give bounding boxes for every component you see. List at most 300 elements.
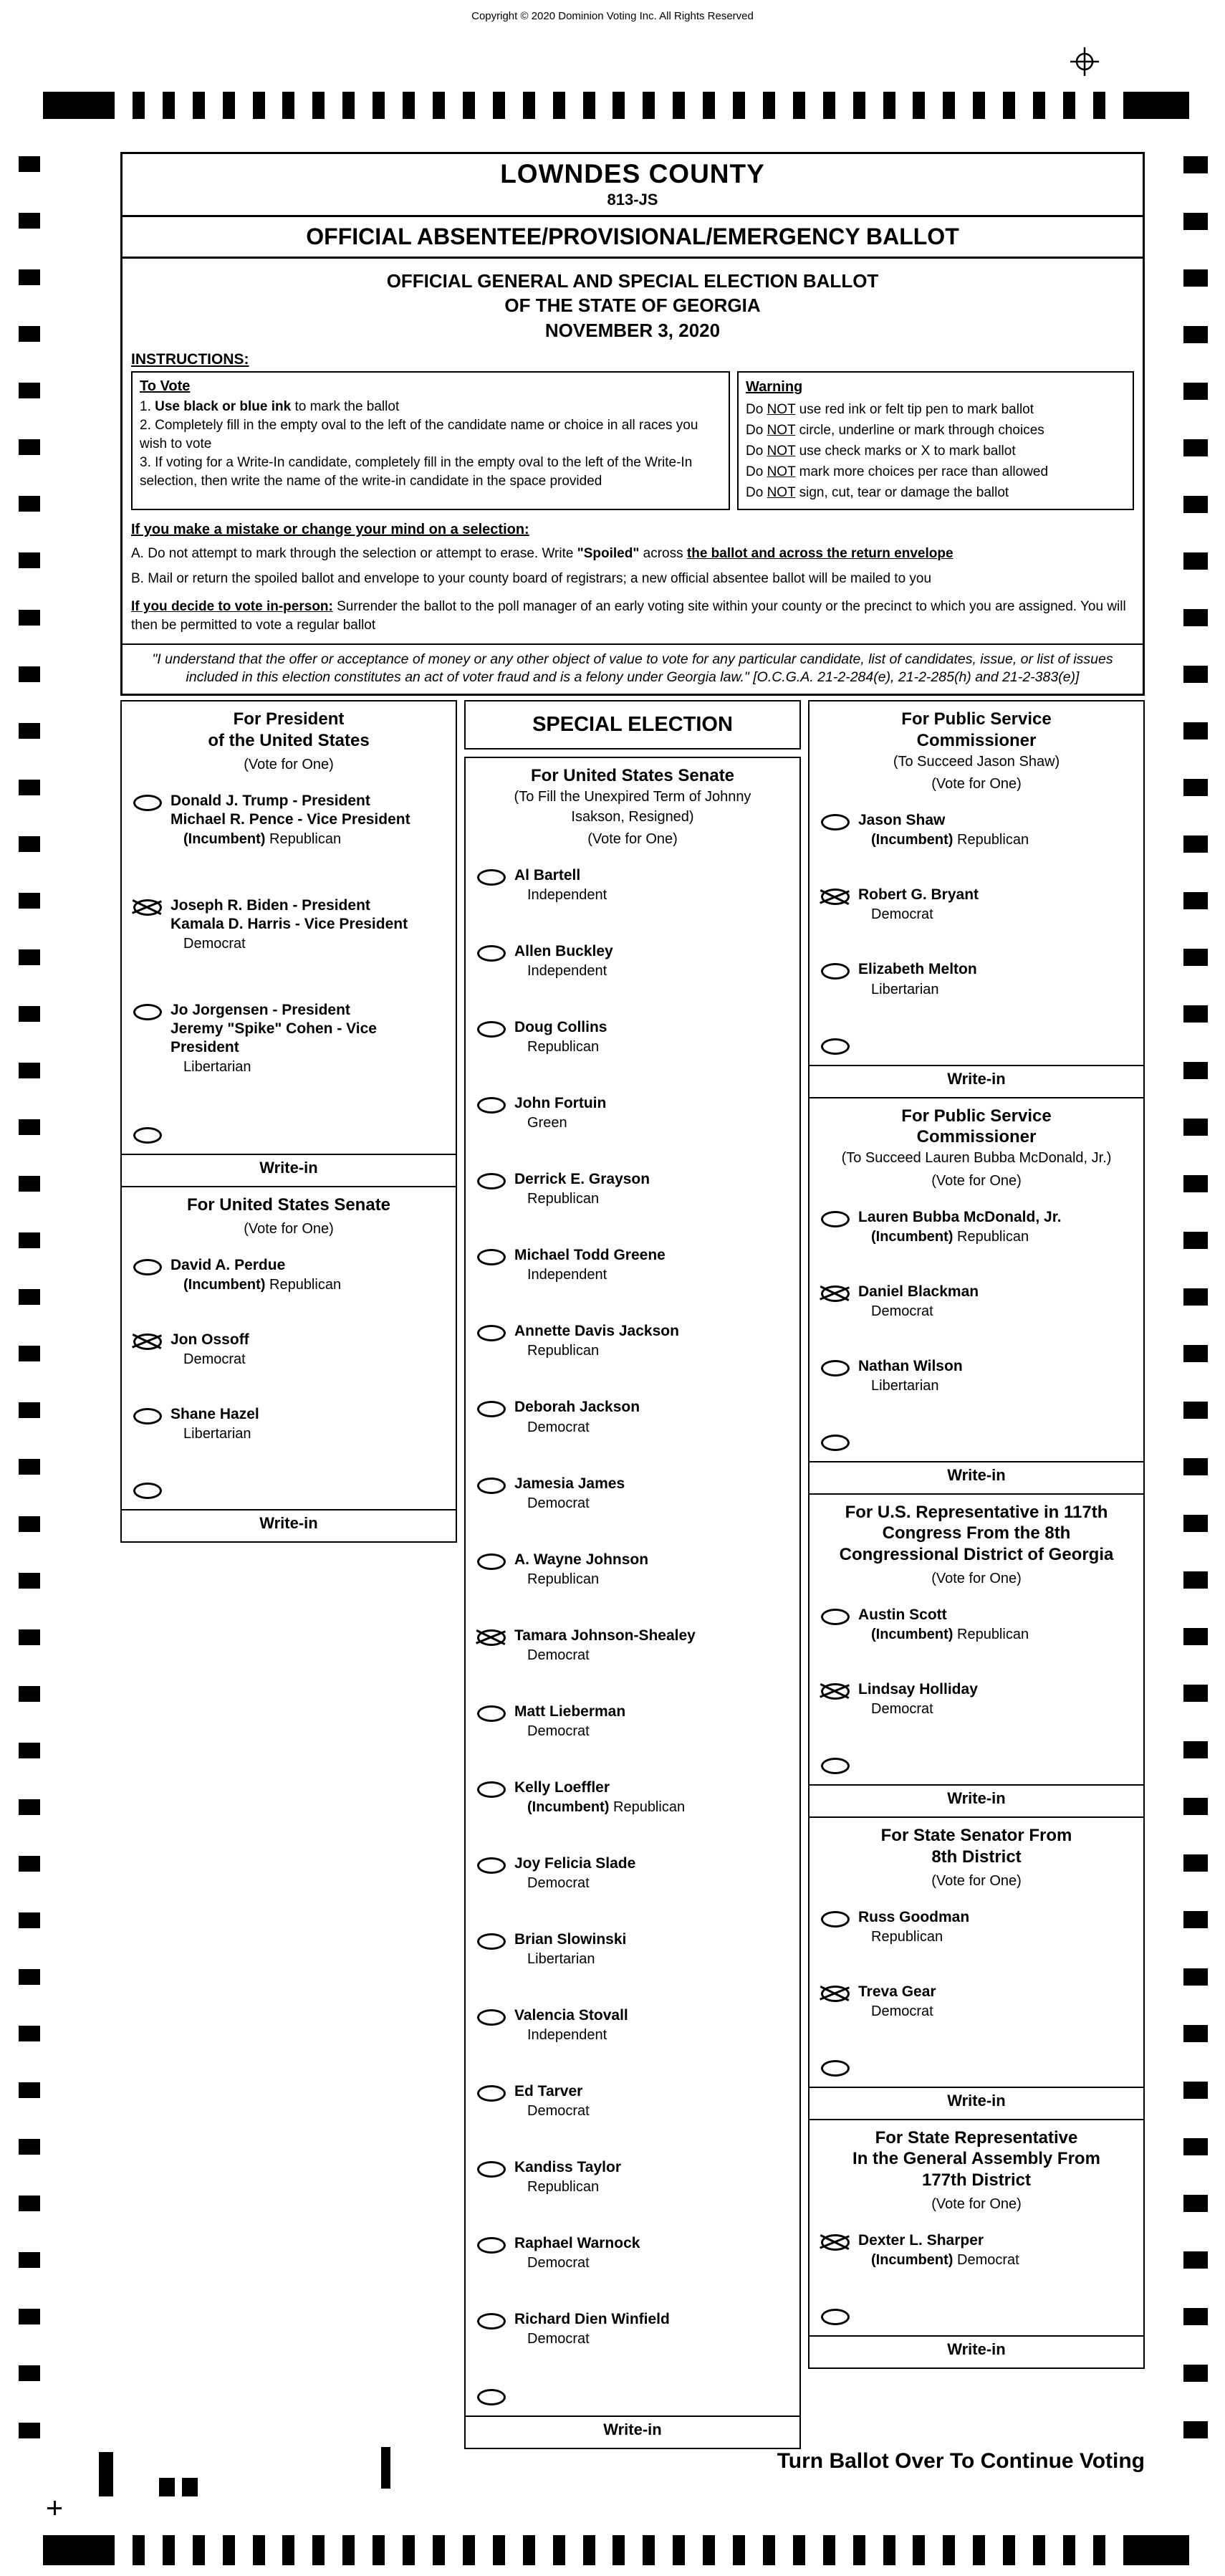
race-subtitle: (To Succeed Lauren Bubba McDonald, Jr.) <box>841 1150 1112 1167</box>
ballot-oval-empty[interactable] <box>133 1004 162 1020</box>
timing-mark <box>1183 2421 1208 2438</box>
instructions-label: INSTRUCTIONS: <box>131 350 249 368</box>
timing-mark <box>1183 1119 1208 1136</box>
timing-mark <box>1063 92 1075 119</box>
incumbent-label: (Incumbent) <box>527 1799 613 1815</box>
timing-mark <box>1183 213 1208 230</box>
race-title: For State Representative <box>875 2127 1078 2148</box>
candidate-info <box>514 942 613 980</box>
ballot-id-mark <box>182 2478 198 2496</box>
candidate-info <box>170 792 410 848</box>
timing-mark <box>763 2535 775 2565</box>
county-name: LOWNDES COUNTY <box>500 159 765 188</box>
candidate-row <box>810 1983 1143 2020</box>
race-psc-shaw <box>808 700 1145 1098</box>
timing-mark <box>43 2535 115 2565</box>
timing-mark <box>1183 1854 1208 1872</box>
candidate-party: Republican <box>527 2178 600 2195</box>
warning-item: Do NOT use red ink or felt tip pen to mark ballot <box>746 401 1034 417</box>
timing-mark <box>19 1232 40 1248</box>
ballot-oval-empty[interactable] <box>477 1478 506 1494</box>
candidate-name: Kelly Loeffler <box>514 1778 610 1796</box>
ballot-oval-empty[interactable] <box>477 1933 506 1950</box>
candidate-name: Michael R. Pence - Vice President <box>170 810 410 828</box>
candidate-info <box>514 2158 621 2196</box>
candidate-info <box>514 1703 625 1740</box>
timing-mark <box>1183 1741 1208 1758</box>
race-title: Congress From the 8th <box>882 1523 1071 1543</box>
write-in-row <box>466 2386 799 2405</box>
ballot-oval-empty[interactable] <box>133 1259 162 1275</box>
candidate-party: (Incumbent) Republican <box>871 1626 1029 1642</box>
candidate-row <box>122 896 456 952</box>
candidate-row <box>466 1627 799 1664</box>
candidate-name: Matt Lieberman <box>514 1703 626 1720</box>
timing-mark <box>463 92 475 119</box>
candidate-name: Brian Slowinski <box>514 1930 627 1948</box>
write-in-label: Write-in <box>947 2091 1006 2110</box>
vote-for-instruction: (Vote for One) <box>931 1872 1022 1889</box>
timing-mark <box>823 92 835 119</box>
candidate-row <box>466 2234 799 2271</box>
copyright-text: Copyright © 2020 Dominion Voting Inc. All Rights Reserved <box>471 10 754 22</box>
candidate-party: (Incumbent) Republican <box>871 1228 1029 1245</box>
timing-mark <box>1183 779 1208 796</box>
timing-mark <box>133 92 145 119</box>
ballot-id-mark <box>159 2478 175 2496</box>
candidate-info <box>858 1357 963 1394</box>
timing-mark <box>1183 496 1208 513</box>
timing-mark <box>1183 1911 1208 1928</box>
timing-mark <box>1183 439 1208 456</box>
candidate-name: Shane Hazel <box>170 1405 259 1422</box>
candidate-name: Tamara Johnson-Shealey <box>514 1627 696 1644</box>
incumbent-label: (Incumbent) <box>871 832 957 848</box>
race-subtitle: (To Succeed Jason Shaw) <box>893 753 1060 770</box>
timing-mark <box>853 2535 865 2565</box>
candidate-info <box>514 2082 590 2120</box>
candidate-name: Joy Felicia Slade <box>514 1854 636 1872</box>
ballot-oval-marked[interactable] <box>477 1629 506 1646</box>
candidate-info <box>170 1405 259 1442</box>
candidate-party: Democrat <box>527 1647 590 1663</box>
timing-mark <box>1183 1005 1208 1023</box>
candidate-party: Democrat <box>871 1303 933 1319</box>
timing-mark <box>793 2535 805 2565</box>
ballot-oval-marked[interactable] <box>821 1683 850 1700</box>
ballot-oval-empty[interactable] <box>821 1609 850 1625</box>
timing-mark <box>193 2535 205 2565</box>
write-in-row <box>122 1480 456 1499</box>
race-president <box>120 700 457 1187</box>
ballot-oval-empty[interactable] <box>477 2009 506 2026</box>
special-election-header: SPECIAL ELECTION <box>464 700 801 750</box>
race-title: For President <box>233 709 345 729</box>
timing-mark <box>853 92 865 119</box>
race-state-senator-8 <box>808 1816 1145 2120</box>
ballot-oval-empty[interactable] <box>477 1401 506 1417</box>
candidate-party: Democrat <box>871 1701 933 1718</box>
timing-mark <box>1183 383 1208 400</box>
election-title <box>131 264 1134 350</box>
candidate-info <box>514 1778 685 1816</box>
timing-mark <box>913 2535 925 2565</box>
candidate-info <box>514 1930 626 1968</box>
timing-mark <box>1183 949 1208 966</box>
ballot-oval-empty[interactable] <box>133 1408 162 1425</box>
race-title: of the United States <box>208 731 370 751</box>
write-in-oval[interactable] <box>133 1483 162 1499</box>
candidate-party: Democrat <box>527 2330 590 2347</box>
timing-mark <box>163 92 175 119</box>
timing-mark <box>253 2535 265 2565</box>
timing-mark <box>19 893 40 909</box>
ballot-oval-empty[interactable] <box>477 1781 506 1798</box>
candidate-info <box>858 1606 1029 1643</box>
ballot-oval-empty[interactable] <box>477 945 506 962</box>
candidate-row <box>810 811 1143 848</box>
timing-mark <box>19 836 40 852</box>
timing-mark <box>1183 835 1208 853</box>
timing-marks-top <box>43 92 1189 119</box>
incumbent-label: (Incumbent) <box>871 1626 957 1642</box>
ballot-oval-marked[interactable] <box>821 2234 850 2251</box>
ballot-column-2 <box>464 700 801 2449</box>
race-title: 177th District <box>921 2170 1032 2190</box>
instruction-boxes <box>131 371 1134 510</box>
timing-mark <box>19 610 40 626</box>
plus-registration-mark <box>47 2501 62 2515</box>
ballot-oval-marked[interactable] <box>821 1285 850 1302</box>
incumbent-label: (Incumbent) <box>871 1228 957 1245</box>
timing-mark <box>1183 2195 1208 2212</box>
race-header <box>810 1495 1143 1606</box>
race-header <box>122 702 456 792</box>
timing-mark <box>1123 92 1189 119</box>
candidate-info <box>514 866 607 904</box>
election-title-line2: OF THE STATE OF GEORGIA <box>504 295 761 317</box>
candidate-party: Democrat <box>527 1419 590 1435</box>
ballot-column-3 <box>808 700 1145 2369</box>
timing-mark <box>1123 2535 1189 2565</box>
candidate-row <box>466 1703 799 1740</box>
ballot-oval-empty[interactable] <box>821 963 850 980</box>
timing-mark <box>19 1402 40 1418</box>
candidate-party: Independent <box>527 887 607 904</box>
candidate-row <box>466 866 799 904</box>
timing-mark <box>223 2535 235 2565</box>
candidate-row <box>122 792 456 848</box>
timing-mark <box>612 2535 625 2565</box>
timing-mark <box>1183 269 1208 287</box>
ballot-oval-marked[interactable] <box>821 889 850 905</box>
vote-for-instruction: (Vote for One) <box>931 1570 1022 1586</box>
timing-mark <box>973 92 985 119</box>
ballot-oval-empty[interactable] <box>821 1211 850 1227</box>
timing-mark <box>19 949 40 965</box>
timing-mark <box>1183 609 1208 626</box>
write-in-oval[interactable] <box>821 1758 850 1774</box>
timing-mark <box>1183 2025 1208 2042</box>
race-title: For United States Senate <box>530 766 735 786</box>
to-vote-item: 2. Completely fill in the empty oval to the left of the candidate name or choice in all races you wish to vote <box>140 418 698 451</box>
candidate-name: Jon Ossoff <box>170 1331 249 1348</box>
candidate-row <box>466 2082 799 2120</box>
ballot-oval-empty[interactable] <box>477 1249 506 1265</box>
ballot-oval-empty[interactable] <box>477 1325 506 1341</box>
candidate-row <box>810 1283 1143 1320</box>
candidate-row <box>810 1357 1143 1394</box>
ballot-oval-empty[interactable] <box>477 2161 506 2178</box>
candidate-info <box>514 1475 625 1512</box>
race-header <box>810 1098 1143 1208</box>
write-in-label: Write-in <box>947 1069 1006 1088</box>
timing-mark <box>19 2196 40 2211</box>
candidate-info <box>858 886 979 923</box>
timing-mark <box>282 92 294 119</box>
timing-mark <box>493 92 505 119</box>
race-title: Congressional District of Georgia <box>839 1545 1114 1565</box>
candidate-name: Jamesia James <box>514 1475 625 1492</box>
ballot-oval-empty[interactable] <box>477 2085 506 2102</box>
write-in-row <box>810 2306 1143 2325</box>
candidate-name: Dexter L. Sharper <box>858 2231 984 2249</box>
candidate-row <box>466 1778 799 1816</box>
mistake-heading: If you make a mistake or change your mind on a selection: <box>131 522 529 538</box>
timing-mark <box>19 2082 40 2098</box>
candidate-info <box>170 896 408 952</box>
timing-mark <box>19 552 40 568</box>
ballot-oval-empty[interactable] <box>821 814 850 830</box>
timing-mark <box>19 666 40 682</box>
timing-mark <box>943 2535 955 2565</box>
timing-mark <box>1183 1288 1208 1306</box>
candidate-party: Democrat <box>527 1723 590 1739</box>
timing-mark <box>703 2535 715 2565</box>
candidate-party: (Incumbent) Republican <box>183 830 342 847</box>
candidate-row <box>466 2158 799 2196</box>
vote-for-instruction: (Vote for One) <box>244 1220 334 1237</box>
timing-mark <box>1183 1345 1208 1362</box>
ballot-oval-empty[interactable] <box>477 2313 506 2330</box>
timing-mark <box>1183 2082 1208 2099</box>
ballot-oval-marked[interactable] <box>133 1334 162 1350</box>
candidate-row <box>466 2310 799 2347</box>
candidate-row <box>466 1018 799 1055</box>
timing-mark <box>1063 2535 1075 2565</box>
timing-mark <box>643 2535 655 2565</box>
candidate-name: Jason Shaw <box>858 812 946 829</box>
timing-mark <box>433 92 445 119</box>
ballot-oval-empty[interactable] <box>477 1097 506 1114</box>
timing-mark <box>1183 1515 1208 1532</box>
candidate-info <box>514 1246 666 1283</box>
race-title: Commissioner <box>916 731 1037 751</box>
ballot-oval-empty[interactable] <box>133 795 162 811</box>
write-in-row <box>810 2057 1143 2077</box>
candidate-party: Libertarian <box>871 981 939 997</box>
timing-mark <box>19 1799 40 1815</box>
timing-mark <box>493 2535 505 2565</box>
candidate-party: Libertarian <box>183 1425 251 1442</box>
timing-mark <box>19 1176 40 1192</box>
timing-mark <box>19 2026 40 2041</box>
timing-mark <box>163 2535 175 2565</box>
timing-mark <box>19 2423 40 2438</box>
candidate-name: Daniel Blackman <box>858 1283 979 1300</box>
timing-mark <box>19 723 40 739</box>
candidate-name: Nathan Wilson <box>858 1357 963 1374</box>
timing-mark <box>312 2535 325 2565</box>
write-in-oval[interactable] <box>821 1038 850 1055</box>
candidate-party: Independent <box>527 2026 607 2043</box>
registration-crosshair-icon <box>1069 46 1100 77</box>
candidate-party: Democrat <box>183 1351 246 1367</box>
ballot-header <box>120 152 1145 217</box>
write-in-row <box>810 1432 1143 1451</box>
candidate-name: Doug Collins <box>514 1019 607 1036</box>
ballot-oval-empty[interactable] <box>477 869 506 886</box>
instructions-section <box>120 257 1145 696</box>
ballot-oval-empty[interactable] <box>477 1173 506 1189</box>
felony-statement: "I understand that the offer or acceptance of money or any other object of value to vote for any particular candidate, list of candidates, issue, or list of issues included in this election constitutes an act of voter fraud and is a felony under Georgia law." [O.C.G.A. 21-2-284(e), 21-2-285(h) and 21-2-383(e)] <box>123 643 1143 694</box>
to-vote-item: 3. If voting for a Write-In candidate, completely fill in the empty oval to the left of the Write-In selection, then write the name of the write-in candidate in the space provided <box>140 455 693 489</box>
candidate-name: Austin Scott <box>858 1606 947 1623</box>
timing-mark <box>193 92 205 119</box>
warning-heading: Warning <box>746 378 803 395</box>
ballot-oval-empty[interactable] <box>477 1705 506 1722</box>
ballot-oval-empty[interactable] <box>477 2237 506 2254</box>
candidate-info <box>514 1398 640 1435</box>
candidate-info <box>170 1001 448 1076</box>
ballot-oval-empty[interactable] <box>477 1857 506 1874</box>
candidate-name: Jo Jorgensen - President <box>170 1001 350 1018</box>
write-in-row <box>810 1035 1143 1055</box>
candidate-row <box>466 1246 799 1283</box>
timing-mark <box>1183 1402 1208 1419</box>
race-title: 8th District <box>931 1847 1022 1867</box>
race-us-senate-special <box>464 757 801 2449</box>
incumbent-label: (Incumbent) <box>871 2251 957 2268</box>
timing-marks-bottom <box>43 2535 1189 2565</box>
candidate-name: Richard Dien Winfield <box>514 2310 670 2327</box>
timing-mark <box>342 2535 355 2565</box>
write-in-oval[interactable] <box>133 1127 162 1144</box>
timing-mark <box>19 383 40 398</box>
candidate-info <box>514 1322 679 1359</box>
to-vote-item: 1. Use black or blue ink to mark the ballot <box>140 398 400 414</box>
candidate-party: Green <box>527 1115 567 1131</box>
timing-mark <box>883 2535 895 2565</box>
timing-mark <box>1183 2251 1208 2269</box>
candidate-party: Libertarian <box>183 1059 251 1076</box>
ballot-oval-empty[interactable] <box>477 1553 506 1570</box>
candidate-info <box>858 2231 1019 2269</box>
ballot-oval-empty[interactable] <box>821 1360 850 1376</box>
candidate-name: Russ Goodman <box>858 1908 970 1925</box>
timing-mark <box>133 2535 145 2565</box>
write-in-label: Write-in <box>259 1159 318 1177</box>
write-in-oval[interactable] <box>821 2060 850 2077</box>
candidate-row <box>122 1001 456 1076</box>
write-in-label: Write-in <box>947 1465 1006 1484</box>
candidate-row <box>122 1405 456 1442</box>
write-in-oval[interactable] <box>821 1435 850 1451</box>
mistake-item: A. Do not attempt to mark through the selection or attempt to erase. Write "Spoiled" across the ballot and across the return envelope <box>131 546 953 562</box>
candidate-party: Republican <box>871 1928 943 1945</box>
candidate-name: Valencia Stovall <box>514 2006 628 2024</box>
timing-mark <box>19 1629 40 1645</box>
incumbent-label: (Incumbent) <box>183 1276 269 1293</box>
timing-mark <box>583 92 595 119</box>
ballot-oval-empty[interactable] <box>477 1021 506 1038</box>
incumbent-label: (Incumbent) <box>183 830 269 847</box>
to-vote-heading: To Vote <box>140 378 191 394</box>
timing-mark <box>19 156 40 172</box>
timing-mark <box>763 92 775 119</box>
timing-mark <box>1183 1968 1208 1986</box>
timing-mark <box>1003 92 1015 119</box>
candidate-party: Democrat <box>183 935 246 952</box>
candidate-info <box>858 1983 936 2020</box>
candidate-name: A. Wayne Johnson <box>514 1551 649 1568</box>
timing-mark <box>673 92 685 119</box>
timing-mark <box>19 1686 40 1702</box>
timing-mark <box>583 2535 595 2565</box>
write-in-oval[interactable] <box>821 2309 850 2325</box>
candidate-party: Republican <box>527 1571 600 1587</box>
race-title: For Public Service <box>901 709 1052 729</box>
timing-mark <box>19 269 40 285</box>
candidate-info <box>858 1680 978 1718</box>
timing-mark <box>1093 92 1105 119</box>
candidate-row <box>466 1551 799 1588</box>
candidate-row <box>810 1208 1143 1245</box>
ballot-oval-empty[interactable] <box>821 1911 850 1928</box>
race-header <box>466 758 799 866</box>
candidate-row <box>810 1908 1143 1945</box>
ballot-oval-marked[interactable] <box>133 899 162 916</box>
candidate-name: Derrick E. Grayson <box>514 1171 650 1188</box>
timing-mark <box>19 2139 40 2155</box>
candidate-info <box>858 960 977 997</box>
candidate-row <box>122 1256 456 1293</box>
timing-mark <box>19 2365 40 2381</box>
election-title-line3: NOVEMBER 3, 2020 <box>544 319 721 341</box>
candidate-row <box>466 1854 799 1892</box>
candidate-party: Libertarian <box>527 1950 595 1967</box>
ballot-id-mark <box>381 2447 390 2489</box>
write-in-oval[interactable] <box>477 2389 506 2405</box>
candidate-row <box>466 2006 799 2044</box>
candidate-info <box>514 1854 635 1892</box>
ballot-oval-marked[interactable] <box>821 1986 850 2002</box>
vote-for-instruction: (Vote for One) <box>931 2196 1022 2212</box>
timing-mark <box>342 92 355 119</box>
race-header <box>810 702 1143 811</box>
warning-item: Do NOT mark more choices per race than allowed <box>746 464 1049 479</box>
race-header <box>122 1187 456 1256</box>
candidate-info <box>514 2234 640 2271</box>
candidate-row <box>466 1398 799 1435</box>
timing-mark <box>1033 92 1045 119</box>
ballot-id-mark <box>99 2452 113 2496</box>
candidate-name: Kamala D. Harris - Vice President <box>170 915 408 932</box>
timing-mark <box>19 1346 40 1361</box>
timing-mark <box>703 92 715 119</box>
candidate-name: Deborah Jackson <box>514 1399 640 1416</box>
candidate-row <box>466 1475 799 1512</box>
